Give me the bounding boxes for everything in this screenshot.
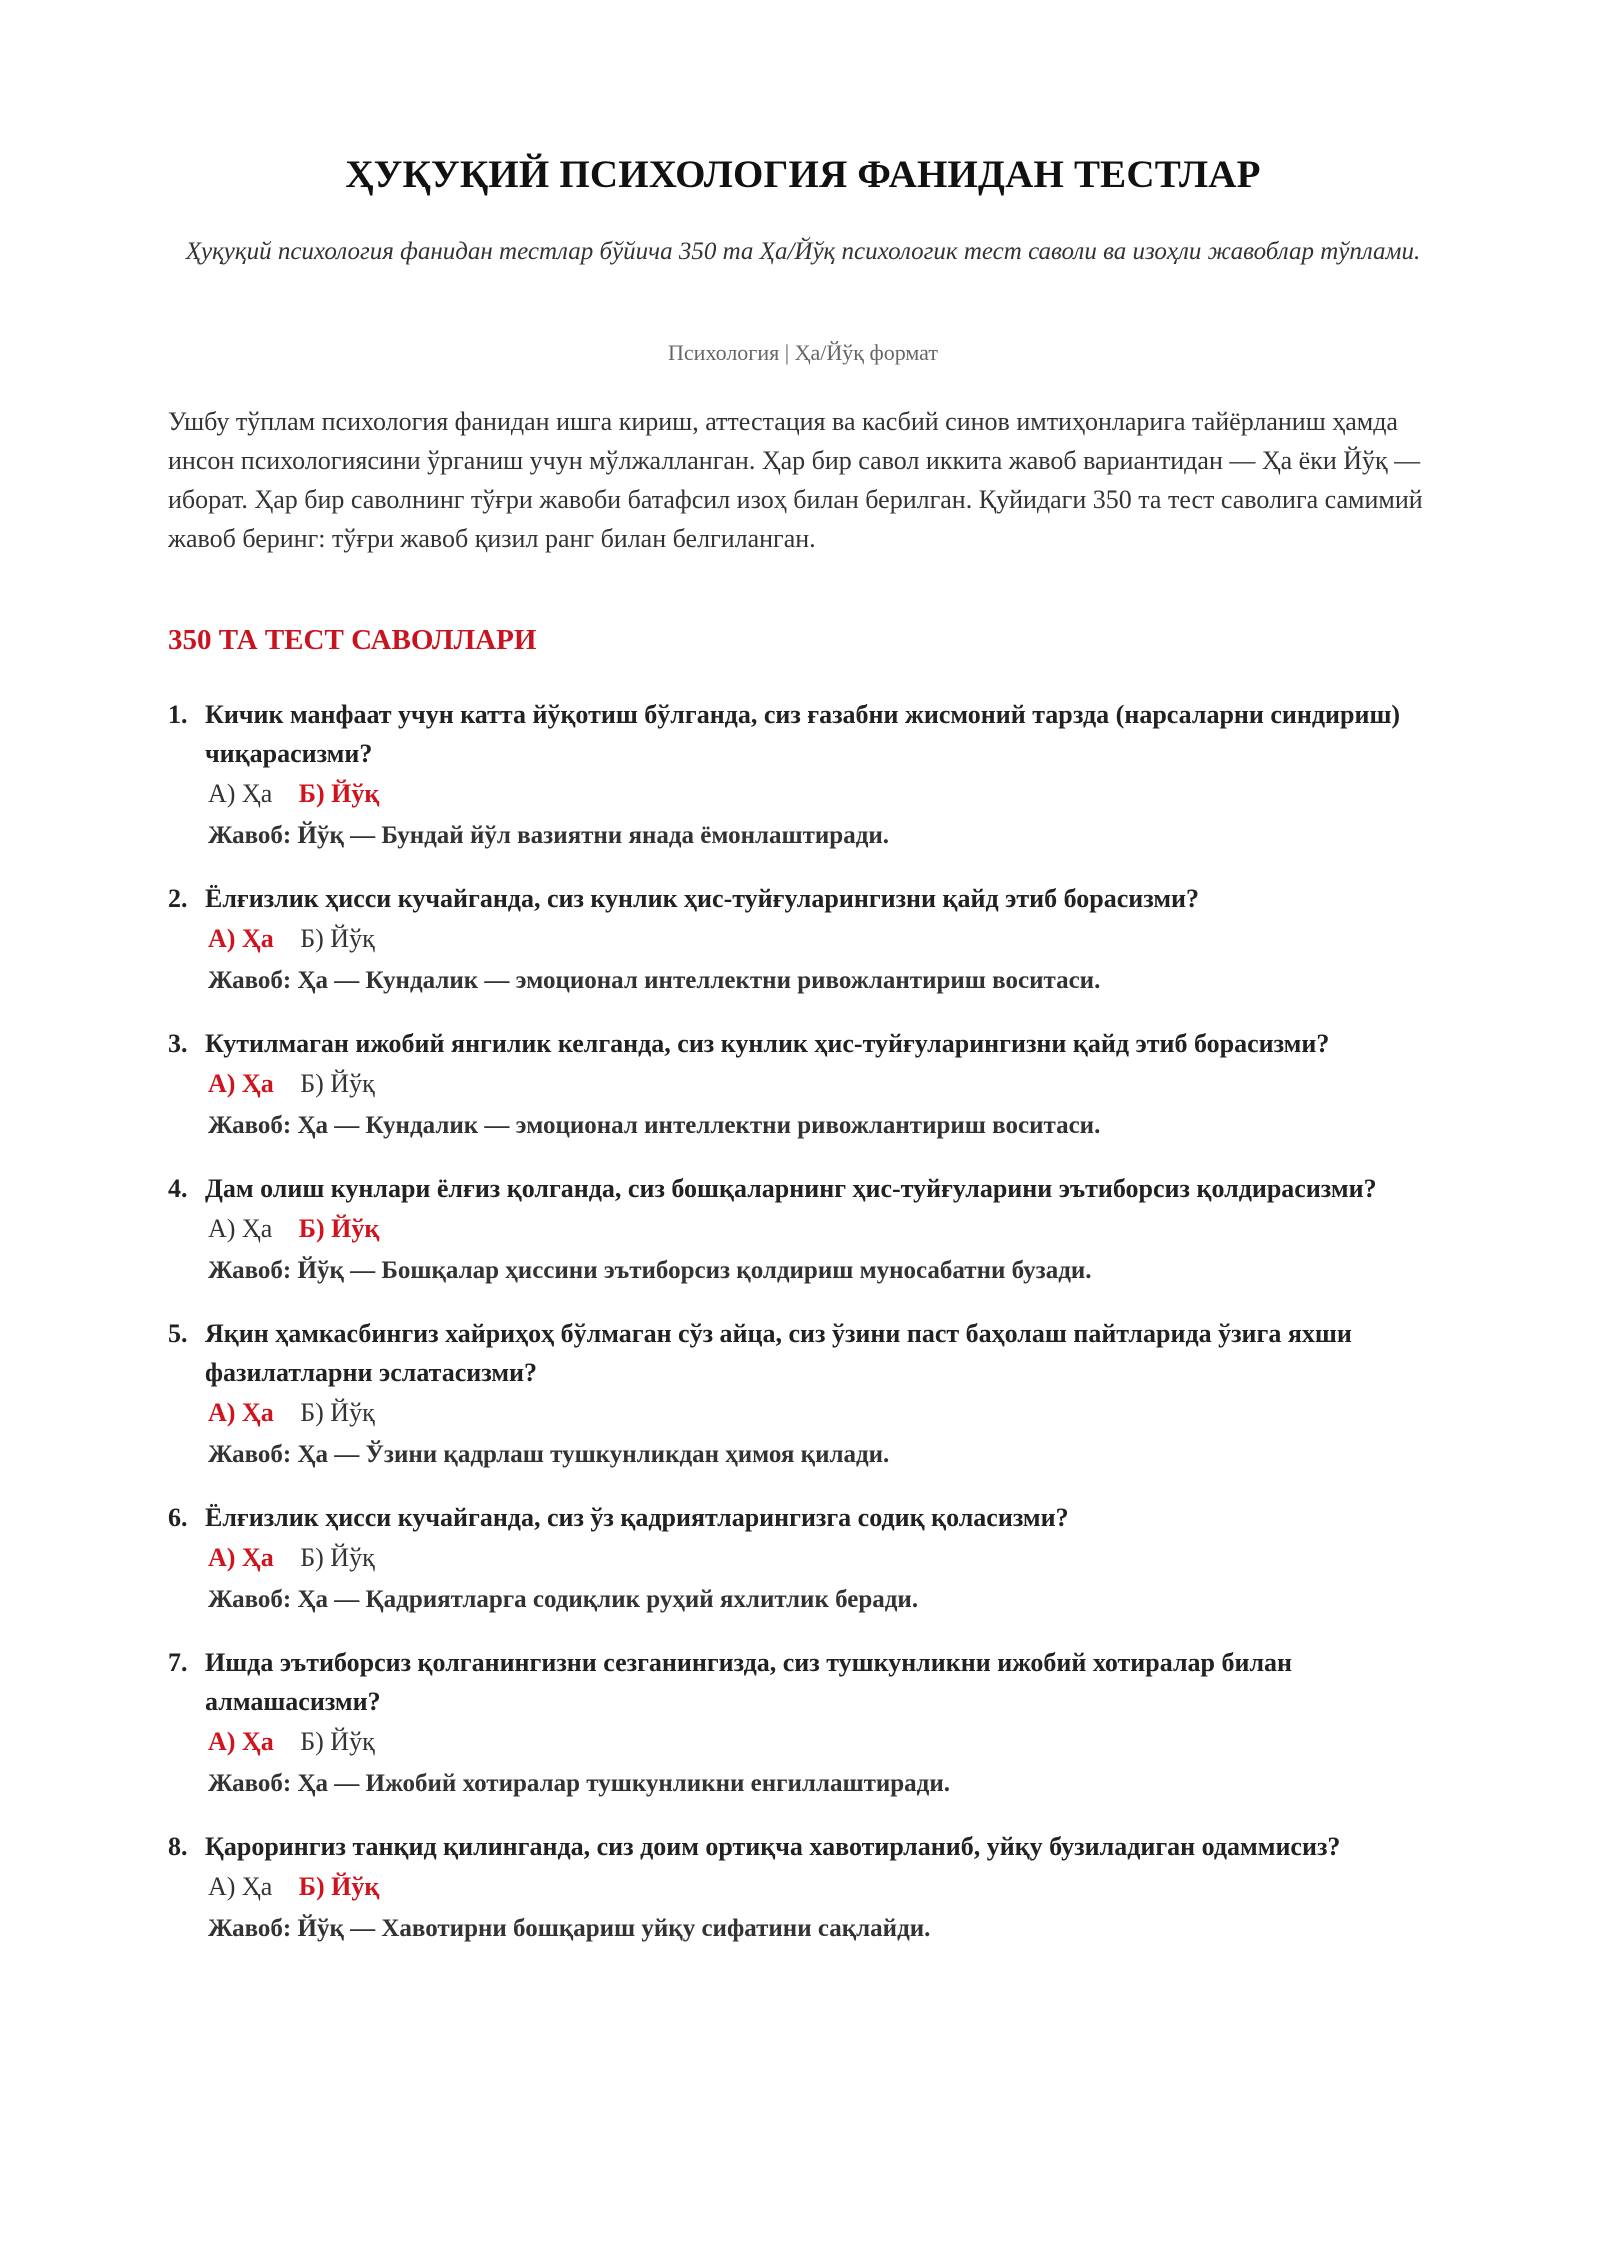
answer-options (168, 1208, 1438, 1250)
question-number: 7. (168, 1648, 188, 1677)
question-item (168, 1827, 1438, 1950)
answer-options (168, 1721, 1438, 1763)
answer-explanation: Жавоб: Ҳа — Қадриятларга содиқлик руҳий яхлитлик беради. (208, 1586, 919, 1613)
option-no: Б) Йўқ (300, 1727, 375, 1756)
question-item (168, 1169, 1438, 1292)
question-text (168, 1024, 1438, 1063)
questions-list (168, 695, 1438, 1972)
question-body: Ишда эътиборсиз қолганингизни сезганингизда, сиз тушкунликни ижобий хотиралар билан алмашасизми? (205, 1648, 1293, 1716)
question-text (168, 879, 1438, 918)
question-body: Ёлғизлик ҳисси кучайганда, сиз ўз қадриятларингизга содиқ қоласизми? (205, 1503, 1069, 1532)
question-number: 3. (168, 1029, 188, 1058)
question-number: 1. (168, 700, 188, 729)
question-text (168, 1498, 1438, 1537)
question-body: Қарорингиз танқид қилинганда, сиз доим ортиқча хавотирланиб, уйқу бузиладиган одаммисиз? (205, 1832, 1341, 1861)
option-yes: А) Ҳа (208, 1872, 273, 1901)
option-no: Б) Йўқ (300, 1543, 375, 1572)
question-body: Яқин ҳамкасбингиз хайриҳоҳ бўлмаган сўз айца, сиз ўзини паст баҳолаш пайтларида ўзига яхши фазилатларни эслатасизми? (205, 1319, 1352, 1387)
option-yes: А) Ҳа (208, 924, 274, 953)
option-no: Б) Йўқ (300, 1398, 375, 1427)
answer-explanation: Жавоб: Ҳа — Ижобий хотиралар тушкунликни енгиллаштиради. (208, 1770, 950, 1797)
question-text (168, 1827, 1438, 1866)
question-body: Кичик манфаат учун катта йўқотиш бўлганда, сиз ғазабни жисмоний тарзда (нарсаларни синдириш) чиқарасизми? (205, 700, 1401, 768)
answer-explanation: Жавоб: Йўқ — Хавотирни бошқариш уйқу сифатини сақлайди. (208, 1915, 931, 1942)
question-item (168, 1643, 1438, 1805)
question-item (168, 1024, 1438, 1147)
option-yes: А) Ҳа (208, 779, 273, 808)
section-heading: 350 ТА ТЕСТ САВОЛЛАРИ (168, 624, 537, 656)
question-number: 8. (168, 1832, 188, 1861)
answer-options (168, 1063, 1438, 1105)
option-no: Б) Йўқ (300, 1069, 375, 1098)
answer-explanation: Жавоб: Ҳа — Кундалик — эмоционал интеллектни ривожлантириш воситаси. (208, 967, 1101, 994)
question-text (168, 1643, 1438, 1721)
question-text (168, 695, 1438, 773)
question-body: Кутилмаган ижобий янгилик келганда, сиз кунлик ҳис-туйғуларингизни қайд этиб борасизми? (205, 1029, 1330, 1058)
option-yes: А) Ҳа (208, 1543, 274, 1572)
question-item (168, 879, 1438, 1002)
question-number: 4. (168, 1174, 188, 1203)
answer-explanation: Жавоб: Йўқ — Бошқалар ҳиссини эътиборсиз қолдириш муносабатни бузади. (208, 1257, 1092, 1284)
answer-options (168, 1392, 1438, 1434)
answer-explanation: Жавоб: Ҳа — Кундалик — эмоционал интеллектни ривожлантириш воситаси. (208, 1112, 1101, 1139)
question-number: 6. (168, 1503, 188, 1532)
document-title: ҲУҚУҚИЙ ПСИХОЛОГИЯ ФАНИДАН ТЕСТЛАР (345, 153, 1261, 196)
question-body: Ёлғизлик ҳисси кучайганда, сиз кунлик ҳис-туйғуларингизни қайд этиб борасизми? (205, 884, 1200, 913)
intro-paragraph: Ушбу тўплам психология фанидан ишга кириш, аттестация ва касбий синов имтиҳонларига тайёрланиш ҳамда инсон психологиясини ўрганиш учун мўлжалланган. Ҳар бир савол иккита жавоб вариантидан — Ҳа ёки Йўқ — иборат. Ҳар бир саволнинг тўғри жавоби батафсил изоҳ билан берилган. Қуйидаги 350 та тест саволига самимий жавоб беринг: тўғри жавоб қизил ранг билан белгиланган. (168, 407, 1423, 553)
answer-options (168, 1866, 1438, 1908)
question-number: 2. (168, 884, 188, 913)
answer-options (168, 918, 1438, 960)
answer-options (168, 1537, 1438, 1579)
option-no: Б) Йўқ (298, 779, 380, 808)
question-text (168, 1314, 1438, 1392)
option-no: Б) Йўқ (300, 924, 375, 953)
question-body: Дам олиш кунлари ёлғиз қолганда, сиз бошқаларнинг ҳис-туйғуларини эътиборсиз қолдирасизми? (205, 1174, 1377, 1203)
answer-options (168, 773, 1438, 815)
question-text (168, 1169, 1438, 1208)
option-no: Б) Йўқ (298, 1872, 380, 1901)
question-number: 5. (168, 1319, 188, 1348)
option-yes: А) Ҳа (208, 1398, 274, 1427)
option-no: Б) Йўқ (298, 1214, 380, 1243)
answer-explanation: Жавоб: Йўқ — Бундай йўл вазиятни янада ёмонлаштиради. (208, 822, 890, 849)
option-yes: А) Ҳа (208, 1214, 273, 1243)
answer-explanation: Жавоб: Ҳа — Ўзини қадрлаш тушкунликдан ҳимоя қилади. (208, 1441, 890, 1468)
document-meta: Психология | Ҳа/Йўқ формат (668, 340, 938, 365)
question-item (168, 1498, 1438, 1621)
question-item (168, 695, 1438, 857)
document-subtitle: Ҳуқуқий психология фанидан тестлар бўйича 350 та Ҳа/Йўқ психологик тест саволи ва изоҳли жавоблар тўплами. (185, 238, 1421, 265)
option-yes: А) Ҳа (208, 1727, 274, 1756)
question-item (168, 1314, 1438, 1476)
option-yes: А) Ҳа (208, 1069, 274, 1098)
